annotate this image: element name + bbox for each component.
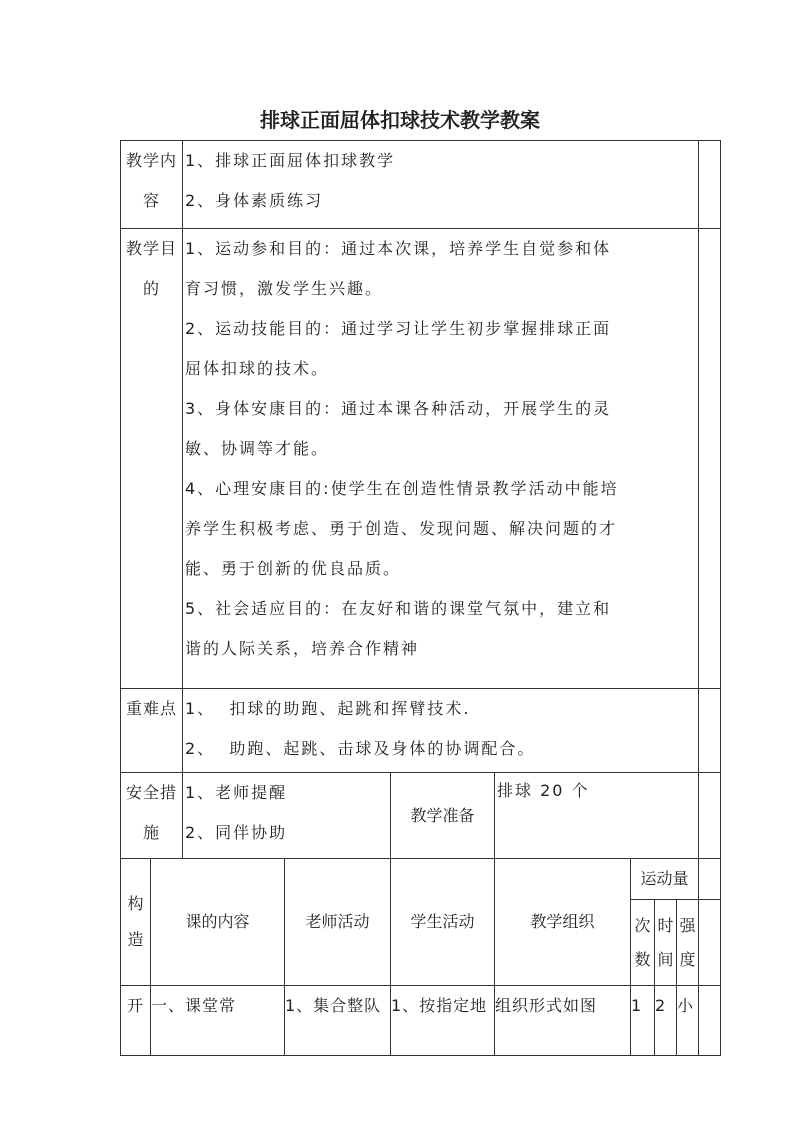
goal-line: 敏、协调等才能。 <box>185 439 330 458</box>
empty-cell <box>699 141 721 229</box>
goal-line: 谐的人际关系，培养合作精神 <box>185 639 420 658</box>
key-point-line: 2、 助跑、起跳、击球及身体的协调配合。 <box>185 739 536 758</box>
col-structure: 构 造 <box>121 859 151 986</box>
content-cell <box>183 141 699 229</box>
col-count: 次 数 <box>631 900 655 986</box>
safety-line: 1、老师提醒 <box>185 783 288 802</box>
goal-line: 1、运动参和目的：通过本次课，培养学生自觉参和体 <box>185 239 612 258</box>
col-time: 时 间 <box>655 900 677 986</box>
lesson-plan-table <box>120 140 721 1056</box>
goal-line: 屈体扣球的技术。 <box>185 359 330 378</box>
key-point-line: 1、 扣球的助跑、起跳和挥臂技术. <box>185 699 471 718</box>
col-lesson-content: 课的内容 <box>151 859 285 986</box>
col-teacher-activity: 老师活动 <box>285 859 391 986</box>
goals-cell <box>183 229 699 689</box>
key-points-cell <box>183 689 699 773</box>
empty-cell <box>699 986 721 1056</box>
row-teacher-activity: 1、集合整队 <box>285 986 391 1056</box>
safety-row <box>121 773 721 859</box>
structure-header-row <box>121 859 721 900</box>
prep-label: 教学准备 <box>391 773 495 859</box>
goal-line: 4、心理安康目的:使学生在创造性情景教学活动中能培 <box>185 479 619 498</box>
goals-label: 教学目 的 <box>121 229 183 689</box>
content-row <box>121 141 721 229</box>
safety-cell <box>183 773 391 859</box>
col-organization: 教学组织 <box>495 859 631 986</box>
prep-value: 排球 20 个 <box>495 773 699 859</box>
content-label: 教学内 容 <box>121 141 183 229</box>
row-student-activity: 1、按指定地 <box>391 986 495 1056</box>
empty-cell <box>699 689 721 773</box>
content-line: 2、身体素质练习 <box>185 191 324 210</box>
key-points-row <box>121 689 721 773</box>
safety-line: 2、同伴协助 <box>185 823 288 842</box>
col-intensity: 强 度 <box>677 900 699 986</box>
row-organization: 组织形式如图 <box>495 986 631 1056</box>
col-student-activity: 学生活动 <box>391 859 495 986</box>
goal-line: 养学生积极考虑、勇于创造、发现问题、解决问题的才 <box>185 519 618 538</box>
goal-line: 育习惯，激发学生兴趣。 <box>185 279 384 298</box>
goal-line: 3、身体安康目的：通过本课各种活动，开展学生的灵 <box>185 399 612 418</box>
goals-row <box>121 229 721 689</box>
row-time: 2 <box>655 986 677 1056</box>
col-exercise-amount: 运动量 <box>631 859 699 900</box>
row-lesson-content: 一、课堂常 <box>151 986 285 1056</box>
row-count: 1 <box>631 986 655 1056</box>
row-structure: 开 <box>121 986 151 1056</box>
goal-line: 5、社会适应目的：在友好和谐的课堂气氛中，建立和 <box>185 599 612 618</box>
content-line: 1、排球正面屈体扣球教学 <box>185 151 396 170</box>
empty-cell <box>699 229 721 689</box>
goal-line: 能、勇于创新的优良品质。 <box>185 559 402 578</box>
key-points-label: 重难点 <box>121 689 183 773</box>
empty-cell <box>699 773 721 859</box>
empty-cell <box>699 900 721 986</box>
document-title: 排球正面屈体扣球技术教学教案 <box>260 108 540 132</box>
safety-label: 安全措 施 <box>121 773 183 859</box>
row-intensity: 小 <box>677 986 699 1056</box>
empty-cell <box>699 859 721 900</box>
goal-line: 2、运动技能目的：通过学习让学生初步掌握排球正面 <box>185 319 612 338</box>
table-row <box>121 986 721 1056</box>
